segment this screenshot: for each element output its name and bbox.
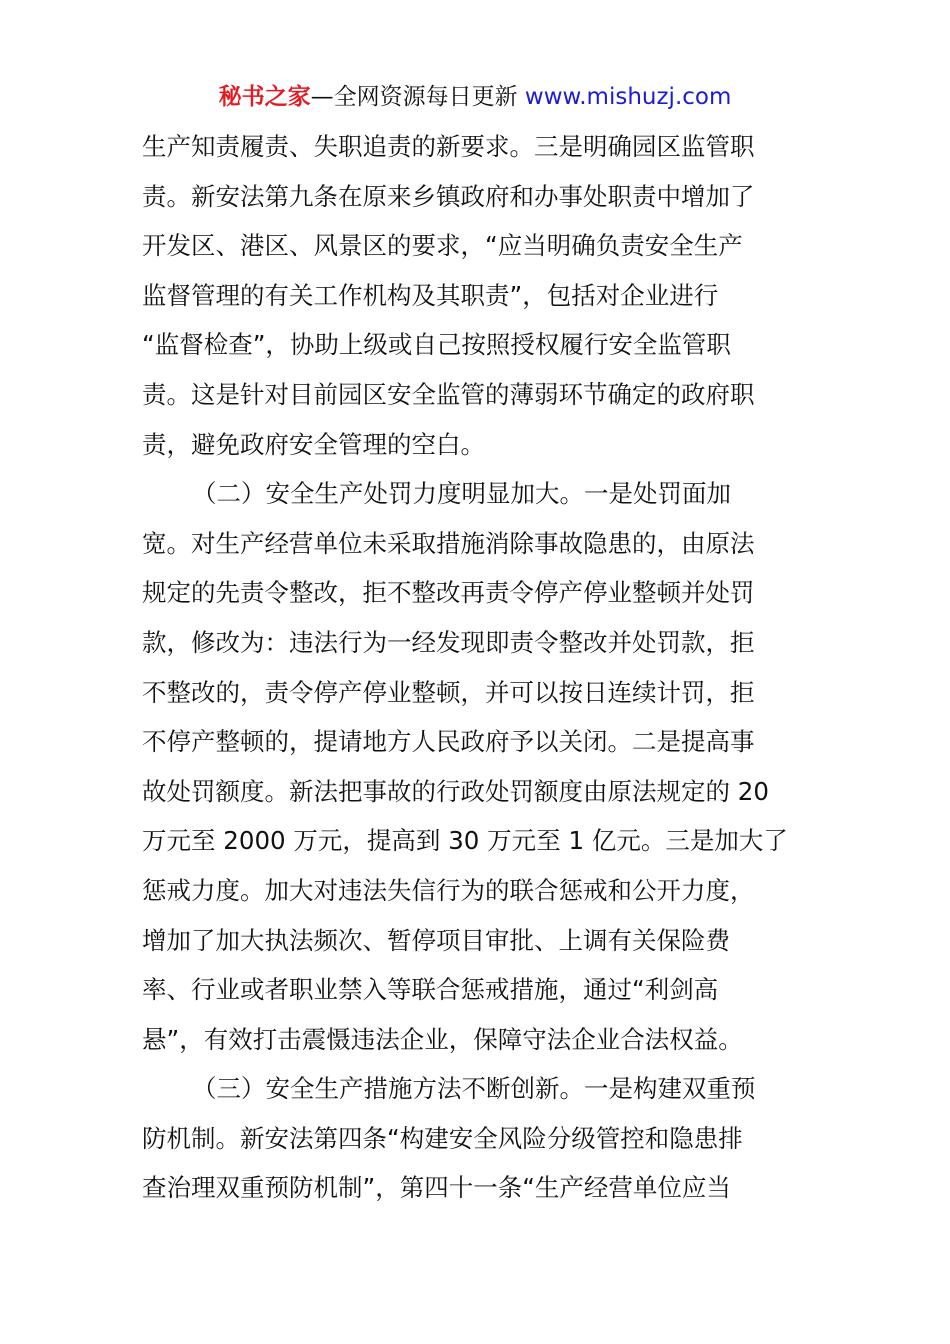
text-line: “监督检查”，协助上级或自己按照授权履行安全监管职 — [142, 330, 731, 360]
text-line: 查治理双重预防机制”，第四十一条“生产经营单位应当 — [142, 1173, 731, 1203]
text-line: 悬”，有效打击震慑违法企业，保障守法企业合法权益。 — [142, 1024, 743, 1054]
header-slogan: —全网资源每日更新 — [310, 84, 518, 110]
text-line: 责。新安法第九条在原来乡镇政府和办事处职责中增加了 — [142, 181, 755, 211]
text-line: 故处罚额度。新法把事故的行政处罚额度由原法规定的 20 — [142, 776, 769, 806]
text-line: 责，避免政府安全管理的空白。 — [142, 429, 485, 459]
section-heading-line: （三）安全生产措施方法不断创新。一是构建双重预 — [192, 1074, 756, 1104]
text-line: 惩戒力度。加大对违法失信行为的联合惩戒和公开力度， — [142, 875, 755, 905]
text-line: 规定的先责令整改，拒不整改再责令停产停业整顿并处罚 — [142, 578, 755, 608]
text-line: 增加了加大执法频次、暂停项目审批、上调有关保险费 — [142, 925, 730, 955]
text-line: 监督管理的有关工作机构及其职责”，包括对企业进行 — [142, 280, 719, 310]
section-heading-line: （二）安全生产处罚力度明显加大。一是处罚面加 — [192, 479, 731, 509]
text-line: 款，修改为：违法行为一经发现即责令整改并处罚款，拒 — [142, 627, 755, 657]
text-line: 生产知责履责、失职追责的新要求。三是明确园区监管职 — [142, 132, 755, 161]
text-line: 宽。对生产经营单位未采取措施消除事故隐患的，由原法 — [142, 528, 755, 558]
document-body — [142, 122, 808, 1213]
page-header — [0, 80, 950, 114]
text-line: 万元至 2000 万元，提高到 30 万元至 1 亿元。三是加大了 — [142, 826, 788, 856]
text-line: 责。这是针对目前园区安全监管的薄弱环节确定的政府职 — [142, 379, 755, 409]
text-line: 不停产整顿的，提请地方人民政府予以关闭。二是提高事 — [142, 727, 755, 757]
text-line: 不整改的，责令停产停业整顿，并可以按日连续计罚，拒 — [142, 677, 755, 707]
text-line: 防机制。新安法第四条“构建安全风险分级管控和隐患排 — [142, 1123, 743, 1153]
website-link[interactable]: www.mishuzj.com — [524, 84, 732, 110]
text-line: 开发区、港区、风景区的要求，“应当明确负责安全生产 — [142, 231, 743, 261]
brand-name: 秘书之家 — [218, 84, 311, 110]
text-line: 率、行业或者职业禁入等联合惩戒措施，通过“利剑高 — [142, 975, 719, 1005]
